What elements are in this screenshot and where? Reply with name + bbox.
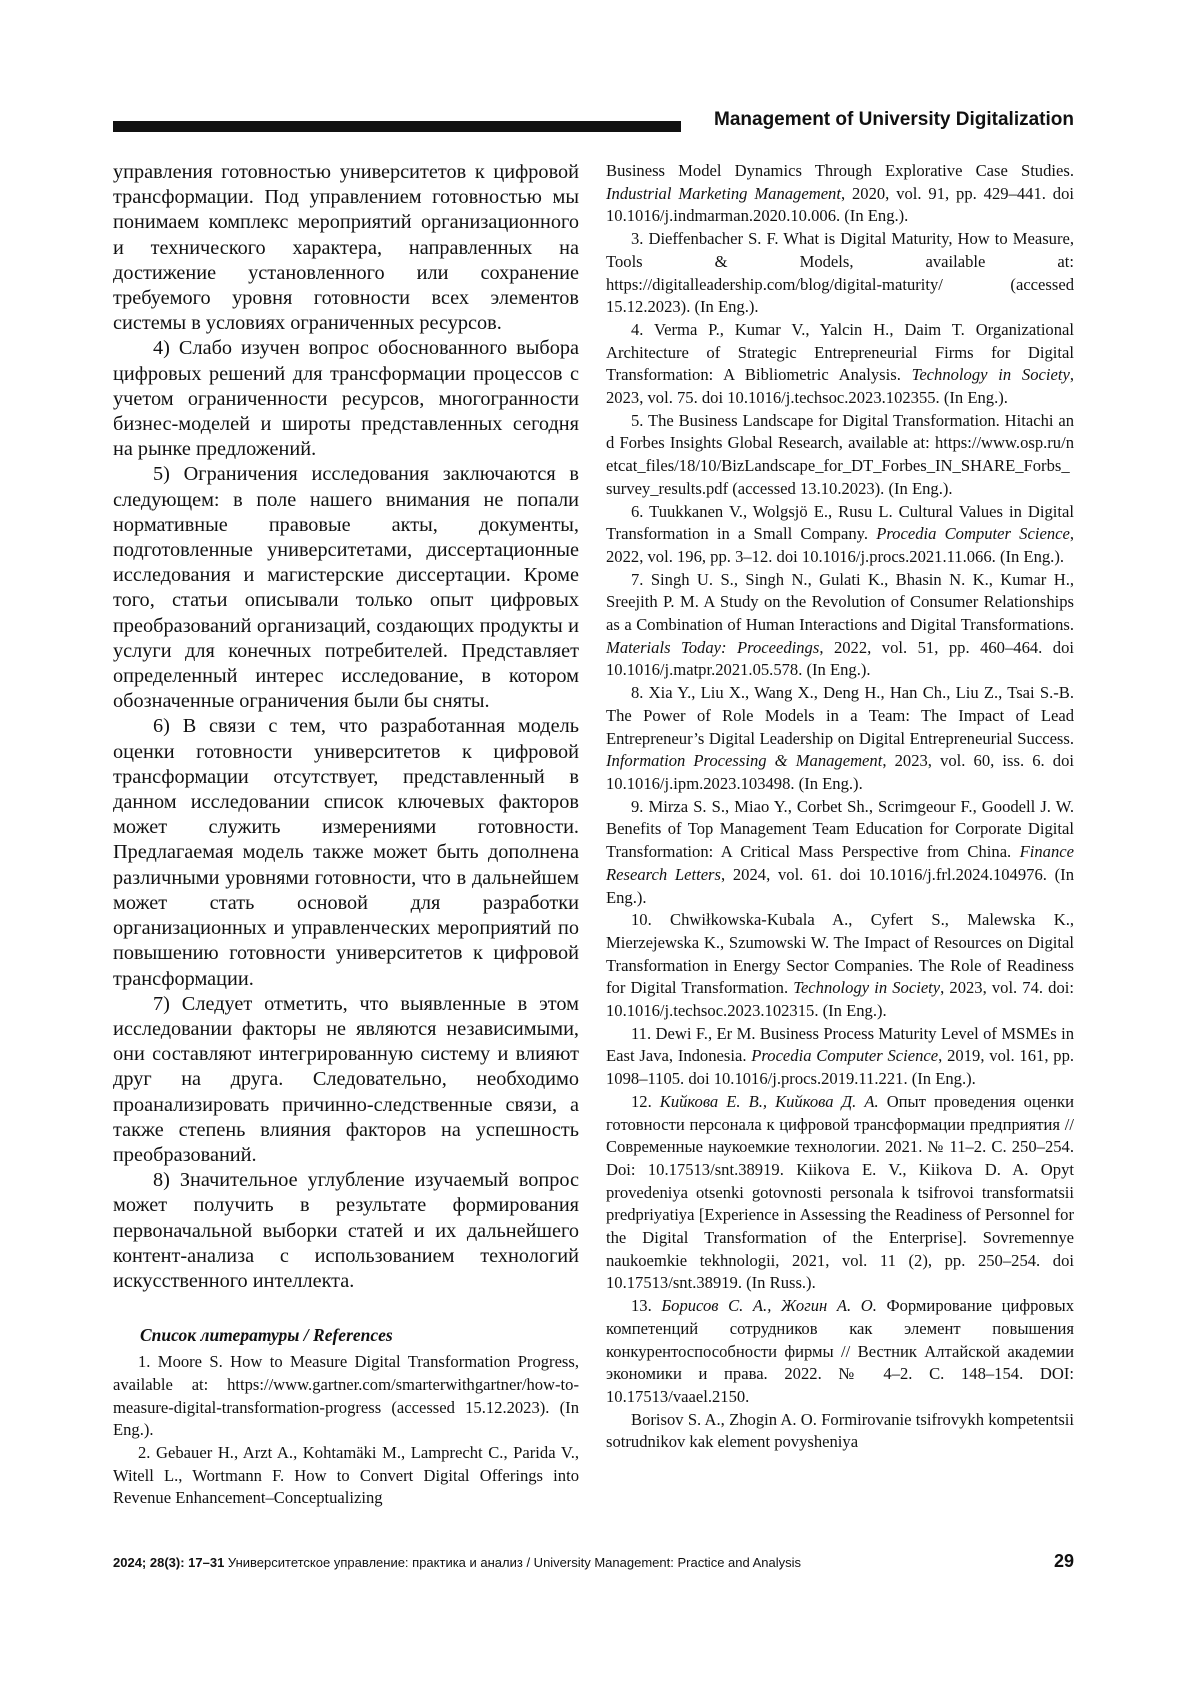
reference-item: Borisov S. A., Zhogin A. O. Formirovanie tsifrovykh kompetentsii sotrudnikov kak element povysheniya — [606, 1409, 1074, 1452]
reference-item: 1. Moore S. How to Measure Digital Transformation Progress, available at: https://www.gartner.com/smarterwithgartner/how-to-measure-digital-transformation-progress (accessed 15.12.2023). (In Eng.). — [113, 1352, 579, 1440]
reference-item: Business Model Dynamics Through Explorative Case Studies. Industrial Marketing Management, 2020, vol. 91, pp. 429–441. doi 10.1016/j.indmarman.2020.10.006. (In Eng.). — [606, 161, 1074, 226]
reference-item: 12. Кийкова Е. В., Кийкова Д. А. Опыт проведения оценки готовности персонала к цифровой трансформации предприятия // Современные наукоемкие технологии. 2021. № 11–2. С. 250–254. Doi: 10.17513/snt.38919. Kiikova E. V., Kiikova D. A. Opyt provedeniya otsenki gotovnosti personala k tsifrovoi transformatsii predpriyatiya [Experience in Assessing the Readiness of Personnel for the Digital Transformation of the Enterprise]. Sovremennye naukoemkie tekhnologii, 2021, vol. 11 (2), pp. 250–254. doi 10.17513/snt.38919. (In Russ.). — [606, 1091, 1074, 1293]
reference-item: 3. Dieffenbacher S. F. What is Digital Maturity, How to Measure, Tools & Models, available at: https://digitalleadership.com/blog/digital-maturity/ (accessed 15.12.2023). (In Eng.). — [606, 229, 1074, 317]
reference-item: 9. Mirza S. S., Miao Y., Corbet Sh., Scrimgeour F., Goodell J. W. Benefits of Top Management Team Education for Corporate Digital Transformation: A Critical Mass Perspective from China. Finance Research Letters, 2024, vol. 61. doi 10.1016/j.frl.2024.104976. (In Eng.). — [606, 796, 1074, 907]
footer-citation: 2024; 28(3): 17–31 Университетское управление: практика и анализ / University Management: Practice and Analysis — [113, 1555, 802, 1570]
right-column — [606, 160, 1074, 1454]
reference-item: 10. Chwiłkowska-Kubala A., Cyfert S., Malewska K., Mierzejewska K., Szumowski W. The Impact of Resources on Digital Transformation in Energy Sector Companies. The Role of Readiness for Digital Transformation. Technology in Society, 2023, vol. 74. doi: 10.1016/j.techsoc.2023.102315. (In Eng.). — [606, 910, 1074, 1021]
reference-item: 7. Singh U. S., Singh N., Gulati K., Bhasin N. K., Kumar H., Sreejith P. M. A Study on the Revolution of Consumer Relationships as a Combination of Human Interactions and Digital Transformations. Materials Today: Proceedings, 2022, vol. 51, pp. 460–464. doi 10.1016/j.matpr.2021.05.578. (In Eng.). — [606, 569, 1074, 680]
reference-item: 6. Tuukkanen V., Wolgsjö E., Rusu L. Cultural Values in Digital Transformation in a Small Company. Procedia Computer Science, 2022, vol. 196, pp. 3–12. doi 10.1016/j.procs.2021.11.066. (In Eng.). — [606, 501, 1074, 566]
reference-item: 13. Борисов С. А., Жогин А. О. Формирование цифровых компетенций сотрудников как элемент повышения конкурентоспособности фирмы // Вестник Алтайской академии экономики и права. 2022. № 4–2. С. 148–154. DOI: 10.17513/vaael.2150. — [606, 1296, 1075, 1406]
paragraph: 5) Ограничения исследования заключаются в следующем: в поле нашего внимания не попали нормативные правовые акты, документы, подготовленные университетами, диссертационные исследования и магистерские диссертации. Кроме того, статьи описывали только опыт цифровых преобразований организаций, создающих продукты и услуги для конечных потребителей. Представляет определенный интерес исследование, в котором обозначенные ограничения были бы сняты. — [113, 463, 579, 713]
paragraph: 8) Значительное углубление изучаемый вопрос может получить в результате формирования первоначальной выборки статей и их дальнейшего контент-анализа с использованием технологий искусственного интеллекта. — [113, 1169, 579, 1292]
running-header-title: Management of University Digitalization — [714, 109, 1074, 130]
reference-item: 11. Dewi F., Er M. Business Process Maturity Level of MSMEs in East Java, Indonesia. Procedia Computer Science, 2019, vol. 161, pp. 1098–1105. doi 10.1016/j.procs.2019.11.221. (In Eng.). — [606, 1023, 1075, 1089]
paragraph: 4) Слабо изучен вопрос обоснованного выбора цифровых решений для трансформации процессов с учетом ограниченности ресурсов, многогранности бизнес-моделей и широты представленных сегодня на рынке предложений. — [113, 337, 579, 461]
reference-item: 5. The Business Landscape for Digital Transformation. Hitachi and Forbes Insights Global Research, available at: https://www.osp.ru/netcat_files/18/10/BizLandscape_for_DT_Forbes_IN_SHARE_Forbs_survey_results.pdf (accessed 13.10.2023). (In Eng.). — [606, 410, 1074, 498]
paragraph: 7) Следует отметить, что выявленные в этом исследовании факторы не являются независимыми, они составляют интегрированную систему и влияют друг на друга. Следовательно, необходимо проанализировать причинно-следственные связи, а также степень влияния факторов на успешность преобразований. — [113, 992, 579, 1166]
references-heading: Список литературы / References — [140, 1325, 393, 1346]
paragraph: 6) В связи с тем, что разработанная модель оценки готовности университетов к цифровой трансформации отсутствует, представленный в данном исследовании список ключевых факторов может служить измерениями готовности. Предлагаемая модель также может быть дополнена различными уровнями готовности, что в дальнейшем может стать основой для разработки организационных и управленческих мероприятий по повышению готовности университетов к цифровой трансформации. — [113, 715, 579, 990]
reference-item: 2. Gebauer H., Arzt A., Kohtamäki M., Lamprecht C., Parida V., Witell L., Wortmann F. How to Convert Digital Offerings into Revenue Enhancement–Conceptualizing — [113, 1442, 579, 1508]
reference-item: 4. Verma P., Kumar V., Yalcin H., Daim T. Organizational Architecture of Strategic Entrepreneurial Firms for Digital Transformation: A Bibliometric Analysis. Technology in Society, 2023, vol. 75. doi 10.1016/j.techsoc.2023.102355. (In Eng.). — [606, 319, 1074, 408]
header-rule — [113, 121, 681, 132]
page-number: 29 — [1053, 1551, 1074, 1571]
left-column — [113, 160, 579, 1510]
paragraph: управления готовностью университетов к цифровой трансформации. Под управлением готовностью мы понимаем комплекс мероприятий организационного и технического характера, направленных на достижение установленного или сохранение требуемого уровня готовности всех элементов системы в условиях ограниченных ресурсов. — [113, 161, 579, 335]
reference-item: 8. Xia Y., Liu X., Wang X., Deng H., Han Ch., Liu Z., Tsai S.-B. The Power of Role Models in a Team: The Impact of Lead Entrepreneur’s Digital Leadership on Digital Entrepreneurial Success. Information Processing & Management, 2023, vol. 60, iss. 6. doi 10.1016/j.ipm.2023.103498. (In Eng.). — [606, 683, 1074, 793]
